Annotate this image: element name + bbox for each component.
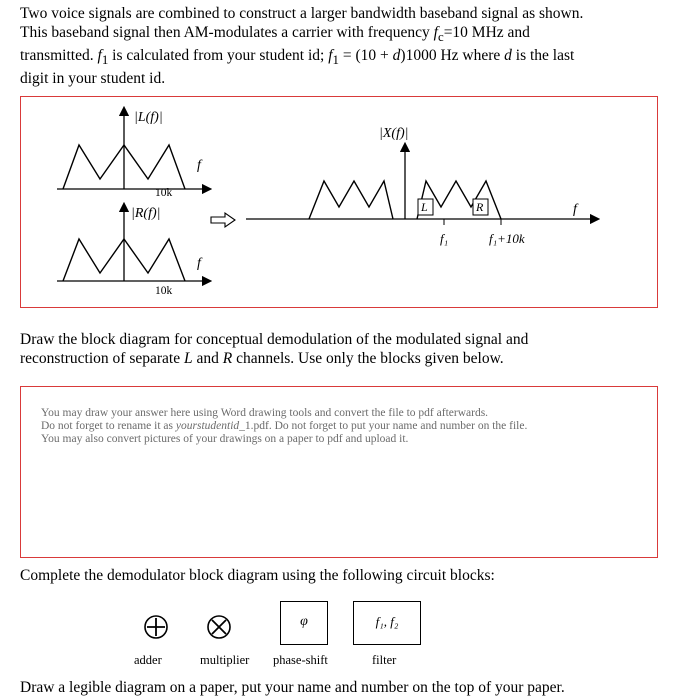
answer-line-2 bbox=[41, 420, 527, 433]
intro-line-2 bbox=[20, 23, 670, 46]
filter-label: filter bbox=[372, 653, 397, 667]
f1-eq-symbol: f bbox=[328, 47, 333, 65]
spectrum-figure-box bbox=[20, 96, 658, 308]
band-L-label: L bbox=[421, 200, 428, 214]
filter-block bbox=[353, 601, 421, 645]
phase-shift-block bbox=[280, 601, 328, 645]
intro-line-2-text: This baseband signal then AM-modulates a carrier with frequency bbox=[20, 24, 434, 41]
intro-line-2-end: =10 MHz and bbox=[443, 24, 530, 41]
answer-area[interactable] bbox=[20, 386, 658, 558]
question-line-1: Draw the block diagram for conceptual demodulation of the modulated signal and bbox=[20, 331, 529, 348]
question-line-2-end: channels. Use only the blocks given below. bbox=[232, 350, 504, 367]
adder-label: adder bbox=[134, 653, 162, 667]
intro-paragraph bbox=[20, 4, 670, 88]
intro-line-1: Two voice signals are combined to construct a larger bandwidth baseband signal as shown. bbox=[20, 5, 584, 22]
multiplier-icon bbox=[206, 614, 232, 640]
R-channel: R bbox=[222, 350, 233, 367]
d-symbol: d bbox=[392, 47, 401, 65]
answer-line-1: You may draw your answer here using Word drawing tools and convert the file to pdf afterwards. bbox=[41, 407, 489, 419]
R-tick-10k: 10k bbox=[155, 285, 173, 297]
hollow-arrow-icon bbox=[211, 213, 235, 227]
fc-symbol: f bbox=[433, 24, 438, 41]
question-and: and bbox=[192, 350, 223, 367]
intro-line-3 bbox=[20, 46, 670, 69]
L-channel: L bbox=[183, 350, 193, 367]
formula-text: = (10 + bbox=[339, 47, 393, 65]
X-spectrum-label: |X(f)| bbox=[379, 126, 409, 141]
answer-line-2-start: Do not forget to rename it as bbox=[41, 420, 176, 432]
L-tick-10k: 10k bbox=[155, 187, 173, 199]
filename-placeholder: yourstudentid bbox=[175, 420, 240, 432]
R-freq-label: f bbox=[197, 256, 201, 271]
f1-symbol: f bbox=[97, 47, 102, 65]
intro-line-3-end: is the last bbox=[511, 47, 575, 65]
fc-subscript: c bbox=[437, 29, 444, 45]
phase-shift-label: phase-shift bbox=[273, 653, 328, 667]
R-spectrum-label: |R(f)| bbox=[131, 206, 161, 221]
question-line-2-start: reconstruction of separate bbox=[20, 350, 184, 367]
blocks-heading: Complete the demodulator block diagram using the following circuit blocks: bbox=[20, 567, 495, 584]
question-line-2 bbox=[20, 349, 670, 368]
L-spectrum-label: |L(f)| bbox=[134, 110, 163, 125]
spectrum-figure bbox=[21, 97, 659, 309]
f1-label: f₁ bbox=[440, 231, 449, 246]
adder-icon bbox=[143, 614, 169, 640]
intro-line-3-mid: is calculated from your student id; bbox=[108, 47, 329, 65]
answer-line-3: You may also convert pictures of your drawings on a paper to pdf and upload it. bbox=[41, 433, 409, 445]
answer-line-2-end: _1.pdf. Do not forget to put your name and number on the file. bbox=[239, 420, 528, 432]
filter-symbol: f₁, f₂ bbox=[375, 614, 399, 629]
d-symbol-2: d bbox=[504, 47, 512, 65]
f1-plus-10k-label: f₁+10k bbox=[489, 231, 525, 246]
L-freq-label: f bbox=[197, 158, 201, 173]
phase-symbol: φ bbox=[300, 614, 308, 629]
intro-line-4: digit in your student id. bbox=[20, 70, 166, 88]
band-R-label: R bbox=[476, 200, 484, 214]
footer-instruction: Draw a legible diagram on a paper, put your name and number on the top of your paper. bbox=[20, 679, 565, 696]
f1-subscript: 1 bbox=[101, 52, 109, 68]
X-freq-label: f bbox=[573, 202, 577, 217]
X-mirror-bands bbox=[309, 181, 393, 219]
answer-instructions bbox=[41, 407, 527, 446]
multiplier-label: multiplier bbox=[200, 653, 250, 667]
intro-line-3-start: transmitted. bbox=[20, 47, 98, 65]
question-paragraph bbox=[20, 330, 670, 368]
formula-end: )1000 Hz where bbox=[400, 47, 505, 65]
f1-eq-subscript: 1 bbox=[332, 52, 339, 68]
